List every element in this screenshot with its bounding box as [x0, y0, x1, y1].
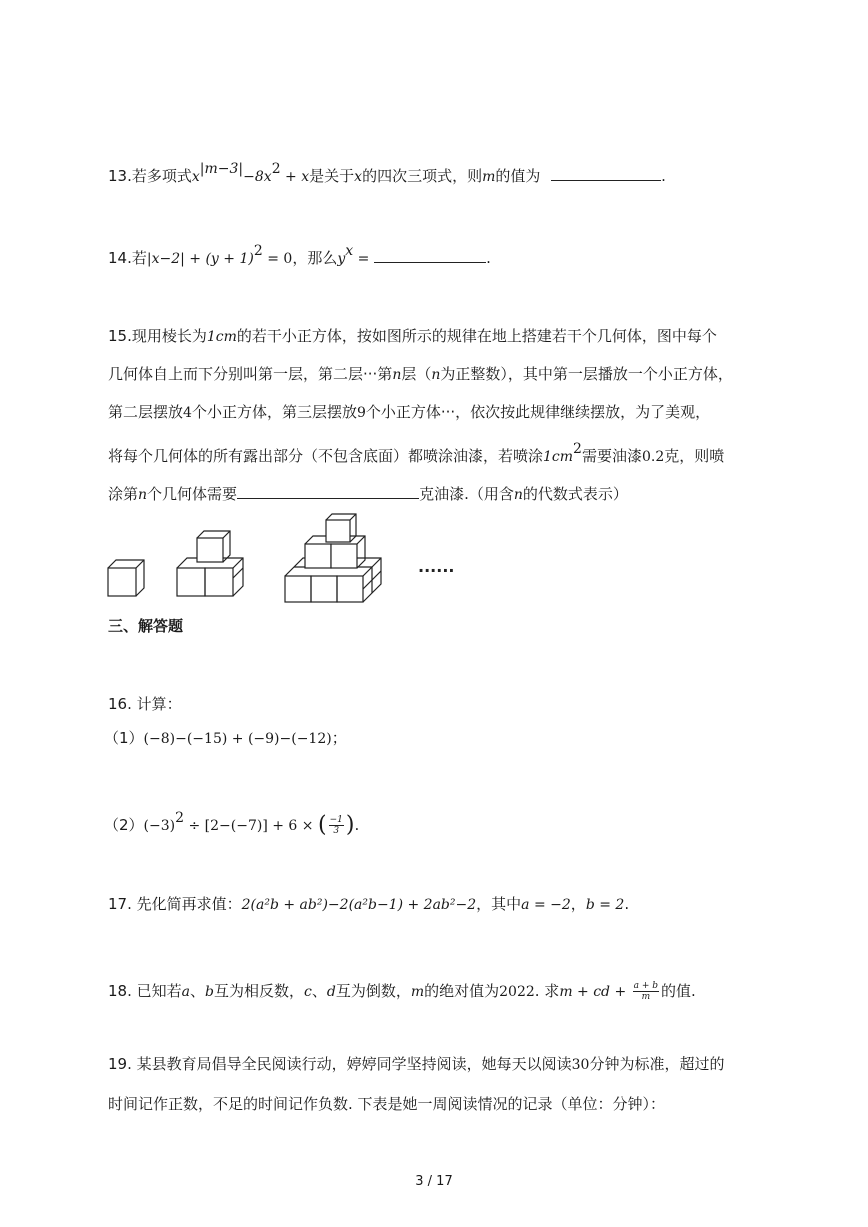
question-16-title: 16. 计算： — [108, 695, 182, 713]
figure-3-nine-cubes — [285, 514, 381, 602]
answer-blank[interactable] — [551, 166, 661, 181]
question-17: 17. 先化简再求值：2(a²b + ab²)−2(a²b−1) + 2ab²−2，其中a = −2，b = 2. — [108, 895, 630, 913]
question-13: 13.若多项式$x^{|m-3|}-8x^2 + x$是关于x的四次三项式，则m的值为 . — [108, 161, 666, 185]
question-15-line-4: 将每个几何体的所有露出部分（不包含底面）都喷涂油漆，若喷涂$1cm^2$需要油漆0.2克，则喷 — [108, 441, 725, 465]
fraction: $\frac{a + b}{m}$ — [633, 981, 659, 1002]
cube-stack-figure — [100, 512, 480, 608]
question-16-part-2: $(2)(-3)^2 \div [2-(-7)] + 6$ × ( $\frac{-1}{3}$ ). — [104, 810, 360, 838]
answer-blank[interactable] — [374, 248, 486, 263]
question-14: 14.若$|x-2| + (y + 1)^2 = 0$，那么$y^x$ = . — [108, 243, 491, 267]
fraction: $\frac{-1}{3}$ — [329, 815, 343, 836]
question-16-part-1: （1）(−8)−(−15) + (−9)−(−12)； — [104, 729, 347, 747]
figure-2-four-cubes — [177, 531, 243, 596]
question-15-line-3: 第二层摆放4个小正方体，第三层摆放9个小正方体···，依次按此规律继续摆放，为了美观， — [108, 403, 711, 421]
question-15-line-2: 几何体自上而下分别叫第一层，第二层···第n层（n为正整数），其中第一层播放一个小正方体， — [108, 365, 733, 383]
answer-blank[interactable] — [237, 484, 419, 499]
question-18: 18. 已知若a、b互为相反数，c、d互为倒数，m的绝对值为2022. 求m + cd + $\frac{a + b}{m}$ 的值. — [108, 981, 696, 1002]
question-15-line-5: 涂第n个几何体需要 克油漆.（用含n的代数式表示） — [108, 485, 628, 503]
page-number: 3 / 17 — [415, 1174, 453, 1189]
question-19-line-1: 19. 某县教育局倡导全民阅读行动，婷婷同学坚持阅读，她每天以阅读30分钟为标准，超过的 — [108, 1055, 725, 1073]
question-19-line-2: 时间记作正数，不足的时间记作负数. 下表是她一周阅读情况的记录（单位：分钟）： — [108, 1095, 666, 1113]
question-15-line-1: 15.现用棱长为1cm的若干小正方体，按如图所示的规律在地上搭建若干个几何体，图中每个 — [108, 327, 717, 345]
section-heading: 三、解答题 — [108, 617, 184, 635]
continuation-dots: ······ — [418, 561, 455, 580]
figure-1-single-cube — [108, 560, 144, 596]
